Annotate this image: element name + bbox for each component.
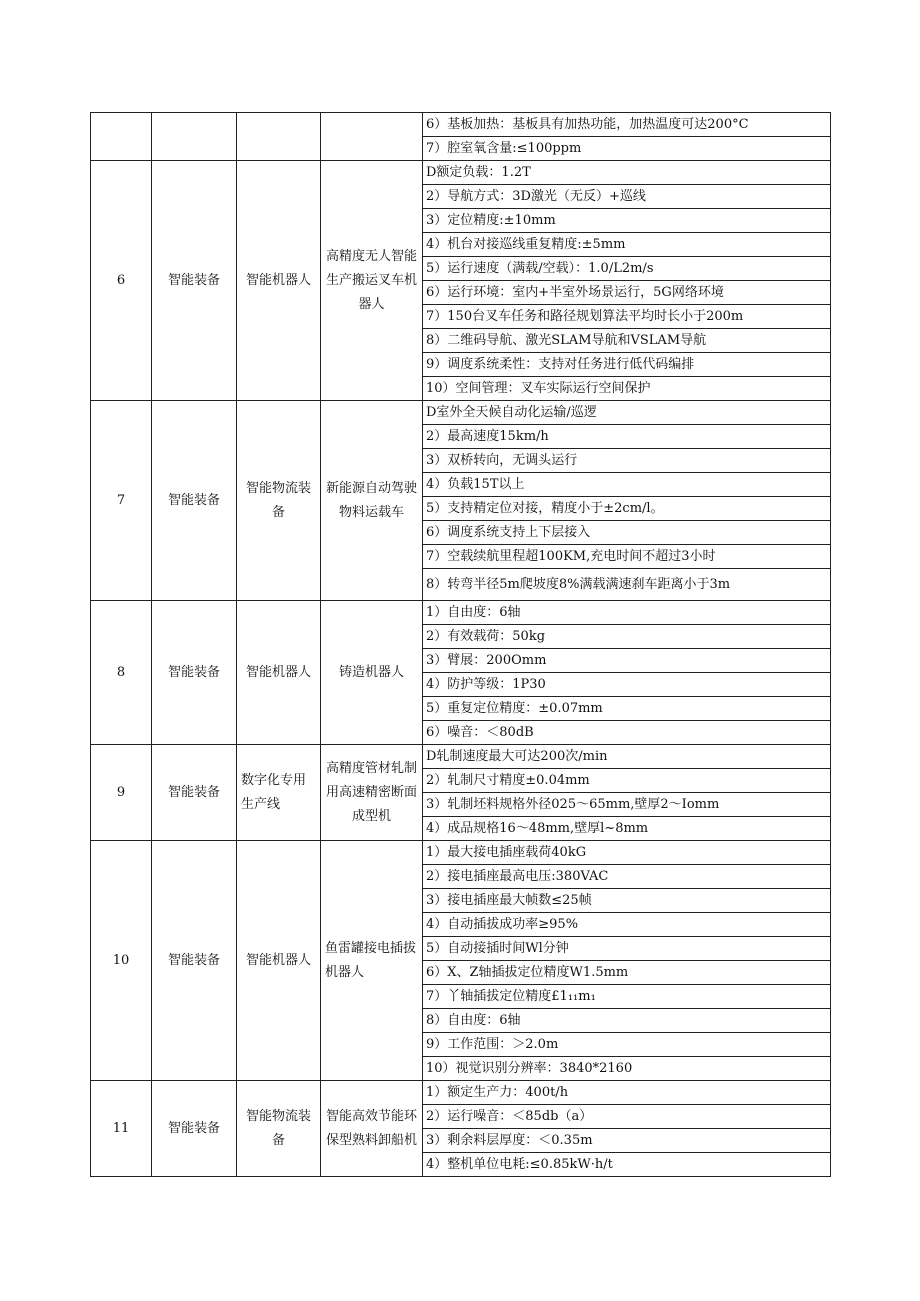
table-row [91,161,831,401]
spec-item: 3）定位精度:±10mm [423,208,830,232]
equipment-name-cell: 智能高效节能环保型熟料卸船机 [321,1081,423,1177]
spec-item: 10）视觉识别分辨率：3840*2160 [423,1056,830,1080]
spec-cell [423,1081,831,1177]
subcategory-cell: 智能机器人 [237,161,321,401]
category-cell [152,113,237,161]
spec-item: 2）最高速度15km/h [423,424,830,448]
category-cell: 智能装备 [152,161,237,401]
row-number: 7 [91,401,152,601]
spec-item: 6）基板加热：基板具有加热功能，加热温度可达200°C [426,117,749,132]
spec-list [423,1081,830,1176]
spec-list [423,745,830,840]
equipment-name-cell [321,113,423,161]
spec-item: 3）接电插座最大帧数≤25帧 [423,888,830,912]
spec-cell [423,113,831,161]
subcategory-cell: 智能机器人 [237,601,321,745]
spec-item: 6）调度系统支持上下层接入 [423,520,830,544]
spec-item: 1）最大接电插座载荷40kG [426,845,587,860]
table-row [91,401,831,601]
spec-list [423,601,830,744]
spec-item: 8）自由度：6轴 [423,1008,830,1032]
equipment-name-cell: 高精度管材轧制用高速精密断面成型机 [321,745,423,841]
subcategory-cell [237,113,321,161]
spec-item: 5）重复定位精度：±0.07mm [423,696,830,720]
spec-list [423,113,830,160]
category-cell: 智能装备 [152,745,237,841]
subcategory-cell: 智能物流装备 [237,1081,321,1177]
spec-cell [423,161,831,401]
spec-item: 2）轧制尺寸精度±0.04mm [423,768,830,792]
table-row [91,745,831,841]
spec-item: 4）整机单位电耗:≤0.85kW·h/t [423,1152,830,1176]
spec-cell [423,601,831,745]
spec-item: 4）自动插拔成功率≥95% [423,912,830,936]
spec-list [423,841,830,1080]
row-number [91,113,152,161]
equipment-name-cell: 高精度无人智能生产搬运叉车机器人 [321,161,423,401]
spec-item: 5）运行速度（满载/空载）：1.0/L2m/s [423,256,830,280]
row-number: 11 [91,1081,152,1177]
equipment-spec-table [90,112,831,1177]
subcategory-cell: 智能机器人 [237,841,321,1081]
spec-item: 6）噪音：＜80dB [423,720,830,744]
spec-item: 3）剩余料层厚度：＜0.35m [423,1128,830,1152]
spec-item: 9）调度系统柔性：支持对任务进行低代码编排 [423,352,830,376]
spec-item: 9）工作范围：＞2.0m [423,1032,830,1056]
spec-item: 8）二维码导航、激光SLAM导航和VSLAM导航 [423,328,830,352]
row-number: 10 [91,841,152,1081]
spec-item: 2）导航方式：3D激光（无反）+巡线 [423,184,830,208]
spec-item: 1）自由度：6轴 [426,605,521,620]
spec-item: 8）转弯半径5m爬坡度8%满载满速刹车距离小于3m [423,568,830,600]
category-cell: 智能装备 [152,1081,237,1177]
spec-item: 7）150台叉车任务和路径规划算法平均时长小于200m [423,304,830,328]
spec-cell [423,401,831,601]
spec-item: 3）轧制坯料规格外径025～65mm,壁厚2～Iomm [423,792,830,816]
spec-cell [423,841,831,1081]
category-cell: 智能装备 [152,841,237,1081]
spec-list [423,161,830,400]
table-row [91,841,831,1081]
spec-cell [423,745,831,841]
spec-list [423,401,830,600]
table-row [91,113,831,161]
equipment-name-cell: 新能源自动驾驶物料运载车 [321,401,423,601]
spec-item: D额定负载：1.2T [426,165,531,180]
table-body [91,113,831,1177]
spec-item: 3）双桥转向，无调头运行 [423,448,830,472]
spec-item: 7）丫轴插拔定位精度£1₁₁m₁ [423,984,830,1008]
spec-item: 2）有效载荷：50kg [423,624,830,648]
spec-item: 5）支持精定位对接，精度小于±2cm/l。 [423,496,830,520]
equipment-name-cell: 铸造机器人 [321,601,423,745]
spec-item: D轧制速度最大可达200次/min [426,749,608,764]
table-row [91,601,831,745]
spec-item: 4）防护等级：1P30 [423,672,830,696]
table-row [91,1081,831,1177]
spec-item: 4）成品规格16～48mm,壁厚l~8mm [423,816,830,840]
category-cell: 智能装备 [152,601,237,745]
spec-item: 5）自动接插时间Wl分钟 [423,936,830,960]
spec-item: 7）空载续航里程超100KM,充电时间不超过3小时 [423,544,830,568]
spec-item: 6）运行环境：室内+半室外场景运行，5G网络环境 [423,280,830,304]
subcategory-cell: 数字化专用生产线 [237,745,321,841]
spec-item: 6）X、Z轴插拔定位精度W1.5mm [423,960,830,984]
row-number: 6 [91,161,152,401]
spec-item: 10）空间管理：叉车实际运行空间保护 [423,376,830,400]
row-number: 9 [91,745,152,841]
subcategory-cell: 智能物流装备 [237,401,321,601]
row-number: 8 [91,601,152,745]
spec-item: 2）接电插座最高电压:380VAC [423,864,830,888]
spec-item: 1）额定生产力：400t/h [426,1085,569,1100]
spec-item: 2）运行噪音：＜85db（a） [423,1104,830,1128]
category-cell: 智能装备 [152,401,237,601]
spec-item: 4）机台对接巡线重复精度:±5mm [423,232,830,256]
spec-item: D室外全天候自动化运输/巡逻 [426,405,597,420]
equipment-name-cell: 鱼雷罐接电插拔机器人 [321,841,423,1081]
spec-item: 3）臂展：200Omm [423,648,830,672]
spec-item: 4）负载15T以上 [423,472,830,496]
spec-item: 7）腔室氧含量:≤100ppm [423,136,830,160]
